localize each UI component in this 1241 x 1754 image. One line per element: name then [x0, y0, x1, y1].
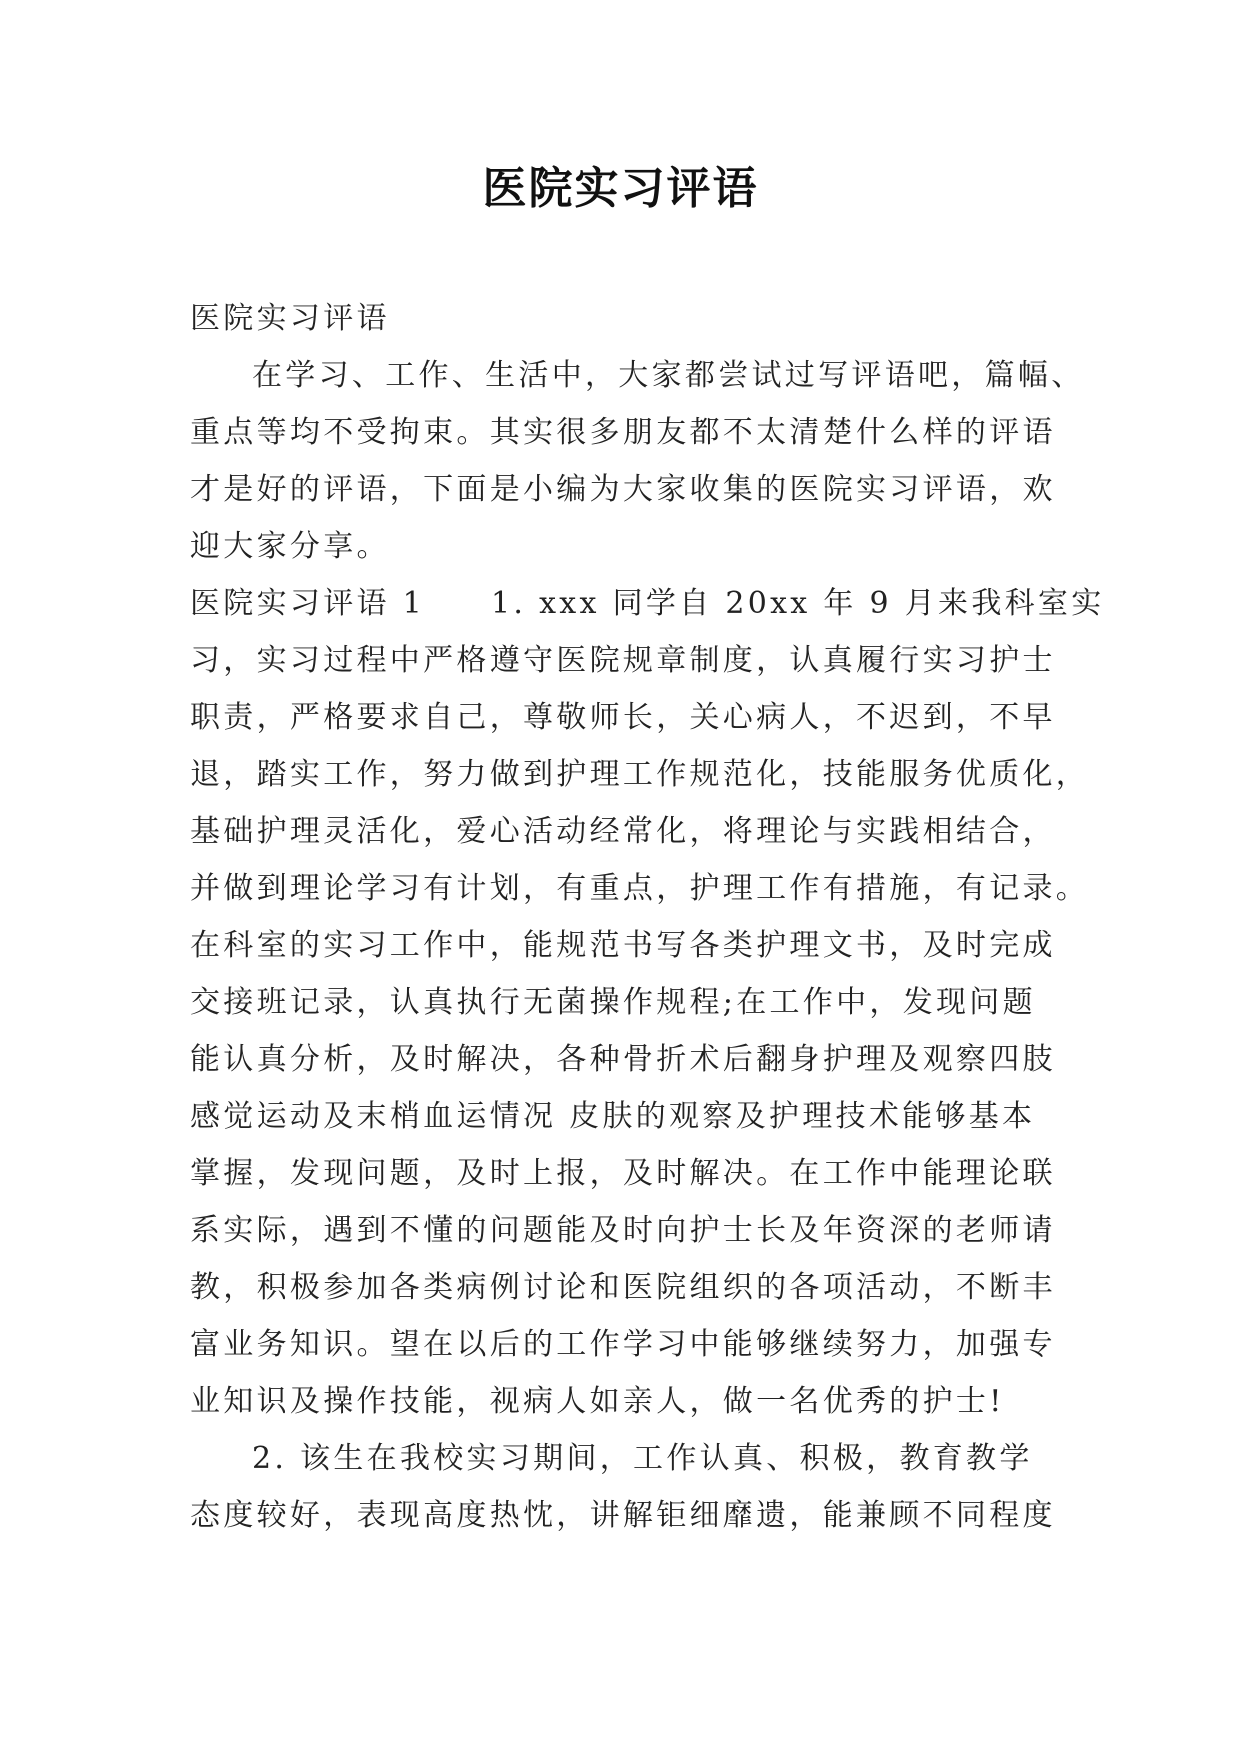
paragraph-line: 退，踏实工作，努力做到护理工作规范化，技能服务优质化，	[190, 757, 1090, 792]
section-heading: 医院实习评语	[190, 301, 390, 336]
paragraph-line: 掌握，发现问题，及时上报，及时解决。在工作中能理论联	[190, 1156, 1056, 1191]
paragraph-line: 感觉运动及末梢血运情况 皮肤的观察及护理技术能够基本	[190, 1099, 1036, 1134]
paragraph-line: 习，实习过程中严格遵守医院规章制度，认真履行实习护士	[190, 643, 1056, 678]
paragraph-line: 系实际，遇到不懂的问题能及时向护士长及年资深的老师请	[190, 1213, 1056, 1248]
subsection-heading: 医院实习评语 1	[190, 586, 426, 621]
subsection-line	[190, 575, 1105, 632]
paragraph-line: 并做到理论学习有计划，有重点，护理工作有措施，有记录。	[190, 871, 1090, 906]
paragraph-line: 态度较好，表现高度热忱，讲解钜细靡遗，能兼顾不同程度	[190, 1498, 1056, 1533]
paragraph-text: 1. xxx 同学自 20xx 年 9 月来我科室实	[491, 586, 1105, 621]
paragraph-line: 教，积极参加各类病例讨论和医院组织的各项活动，不断丰	[190, 1270, 1056, 1305]
paragraph-line: 交接班记录，认真执行无菌操作规程;在工作中，发现问题	[190, 985, 1036, 1020]
paragraph-line: 基础护理灵活化，爱心活动经常化，将理论与实践相结合，	[190, 814, 1056, 849]
document-title: 医院实习评语	[482, 163, 759, 214]
paragraph-line: 职责，严格要求自己，尊敬师长，关心病人，不迟到，不早	[190, 700, 1056, 735]
paragraph-line: 在科室的实习工作中，能规范书写各类护理文书，及时完成	[190, 928, 1056, 963]
paragraph-line: 业知识及操作技能，视病人如亲人，做一名优秀的护士!	[190, 1384, 1005, 1419]
paragraph-line: 重点等均不受拘束。其实很多朋友都不太清楚什么样的评语	[190, 415, 1056, 450]
paragraph-line: 在学习、工作、生活中，大家都尝试过写评语吧，篇幅、	[252, 358, 1085, 393]
paragraph-line: 能认真分析，及时解决，各种骨折术后翻身护理及观察四肢	[190, 1042, 1056, 1077]
paragraph-line: 才是好的评语，下面是小编为大家收集的医院实习评语，欢	[190, 472, 1056, 507]
paragraph-line: 2. 该生在我校实习期间，工作认真、积极，教育教学	[252, 1441, 1033, 1476]
paragraph-line: 迎大家分享。	[190, 529, 390, 564]
document-body	[190, 290, 1105, 1544]
paragraph-line: 富业务知识。望在以后的工作学习中能够继续努力，加强专	[190, 1327, 1056, 1362]
